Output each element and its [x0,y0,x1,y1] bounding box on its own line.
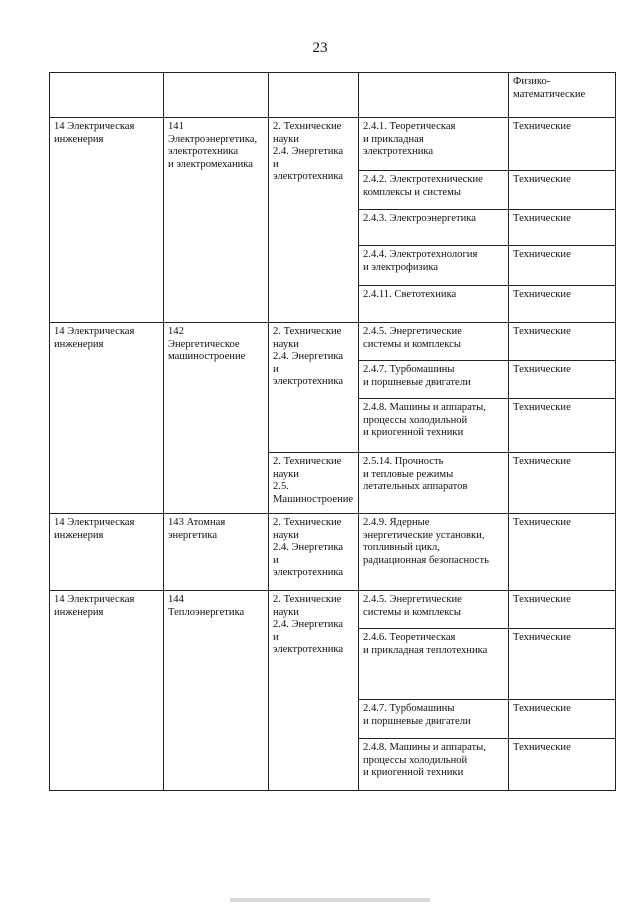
science-cell: 2. Технические науки 2.5. Машиностроение [269,453,359,514]
scan-artifact [230,898,430,902]
direction-cell: 14 Электрическая инженерия [50,118,164,323]
table-row [50,514,616,591]
science-cell: 2. Технические науки 2.4. Энергетика и электротехника [269,118,359,323]
header-cell-empty [164,73,269,118]
specialty-cell: 144 Теплоэнергетика [164,591,269,791]
code-cell: 2.4.2. Электротехнические комплексы и системы [359,171,509,210]
field-cell: Технические [509,514,616,591]
code-cell: 2.4.5. Энергетические системы и комплексы [359,323,509,361]
field-cell: Технические [509,399,616,453]
header-cell-empty [359,73,509,118]
code-cell: 2.4.5. Энергетические системы и комплексы [359,591,509,629]
code-cell: 2.4.7. Турбомашины и поршневые двигатели [359,700,509,739]
specialty-cell: 141 Электроэнергетика, электротехника и электромеханика [164,118,269,323]
field-cell: Технические [509,700,616,739]
field-cell: Технические [509,591,616,629]
direction-cell: 14 Электрическая инженерия [50,591,164,791]
field-cell: Технические [509,323,616,361]
science-cell: 2. Технические науки 2.4. Энергетика и электротехника [269,591,359,791]
code-cell: 2.4.8. Машины и аппараты, процессы холодильной и криогенной техники [359,739,509,791]
science-cell: 2. Технические науки 2.4. Энергетика и электротехника [269,323,359,453]
table-row [50,323,616,361]
code-cell: 2.4.8. Машины и аппараты, процессы холодильной и криогенной техники [359,399,509,453]
field-cell: Технические [509,246,616,286]
table-header-row [50,73,616,118]
header-cell-empty [269,73,359,118]
field-cell: Технические [509,739,616,791]
specialty-cell: 143 Атомная энергетика [164,514,269,591]
code-cell: 2.4.6. Теоретическая и прикладная теплотехника [359,629,509,700]
header-cell-field: Физико- математические [509,73,616,118]
field-cell: Технические [509,118,616,171]
specialties-table [49,72,616,791]
page-number: 23 [312,40,328,56]
code-cell: 2.4.3. Электроэнергетика [359,210,509,246]
table-row [50,591,616,629]
field-cell: Технические [509,361,616,399]
field-cell: Технические [509,210,616,246]
direction-cell: 14 Электрическая инженерия [50,514,164,591]
science-cell: 2. Технические науки 2.4. Энергетика и электротехника [269,514,359,591]
code-cell: 2.4.7. Турбомашины и поршневые двигатели [359,361,509,399]
code-cell: 2.4.11. Светотехника [359,286,509,323]
field-cell: Технические [509,453,616,514]
code-cell: 2.4.1. Теоретическая и прикладная электротехника [359,118,509,171]
code-cell: 2.4.4. Электротехнология и электрофизика [359,246,509,286]
code-cell: 2.5.14. Прочность и тепловые режимы летательных аппаратов [359,453,509,514]
header-cell-empty [50,73,164,118]
field-cell: Технические [509,286,616,323]
table-row [50,118,616,171]
specialty-cell: 142 Энергетическое машиностроение [164,323,269,514]
field-cell: Технические [509,629,616,700]
code-cell: 2.4.9. Ядерные энергетические установки, топливный цикл, радиационная безопасность [359,514,509,591]
direction-cell: 14 Электрическая инженерия [50,323,164,514]
field-cell: Технические [509,171,616,210]
